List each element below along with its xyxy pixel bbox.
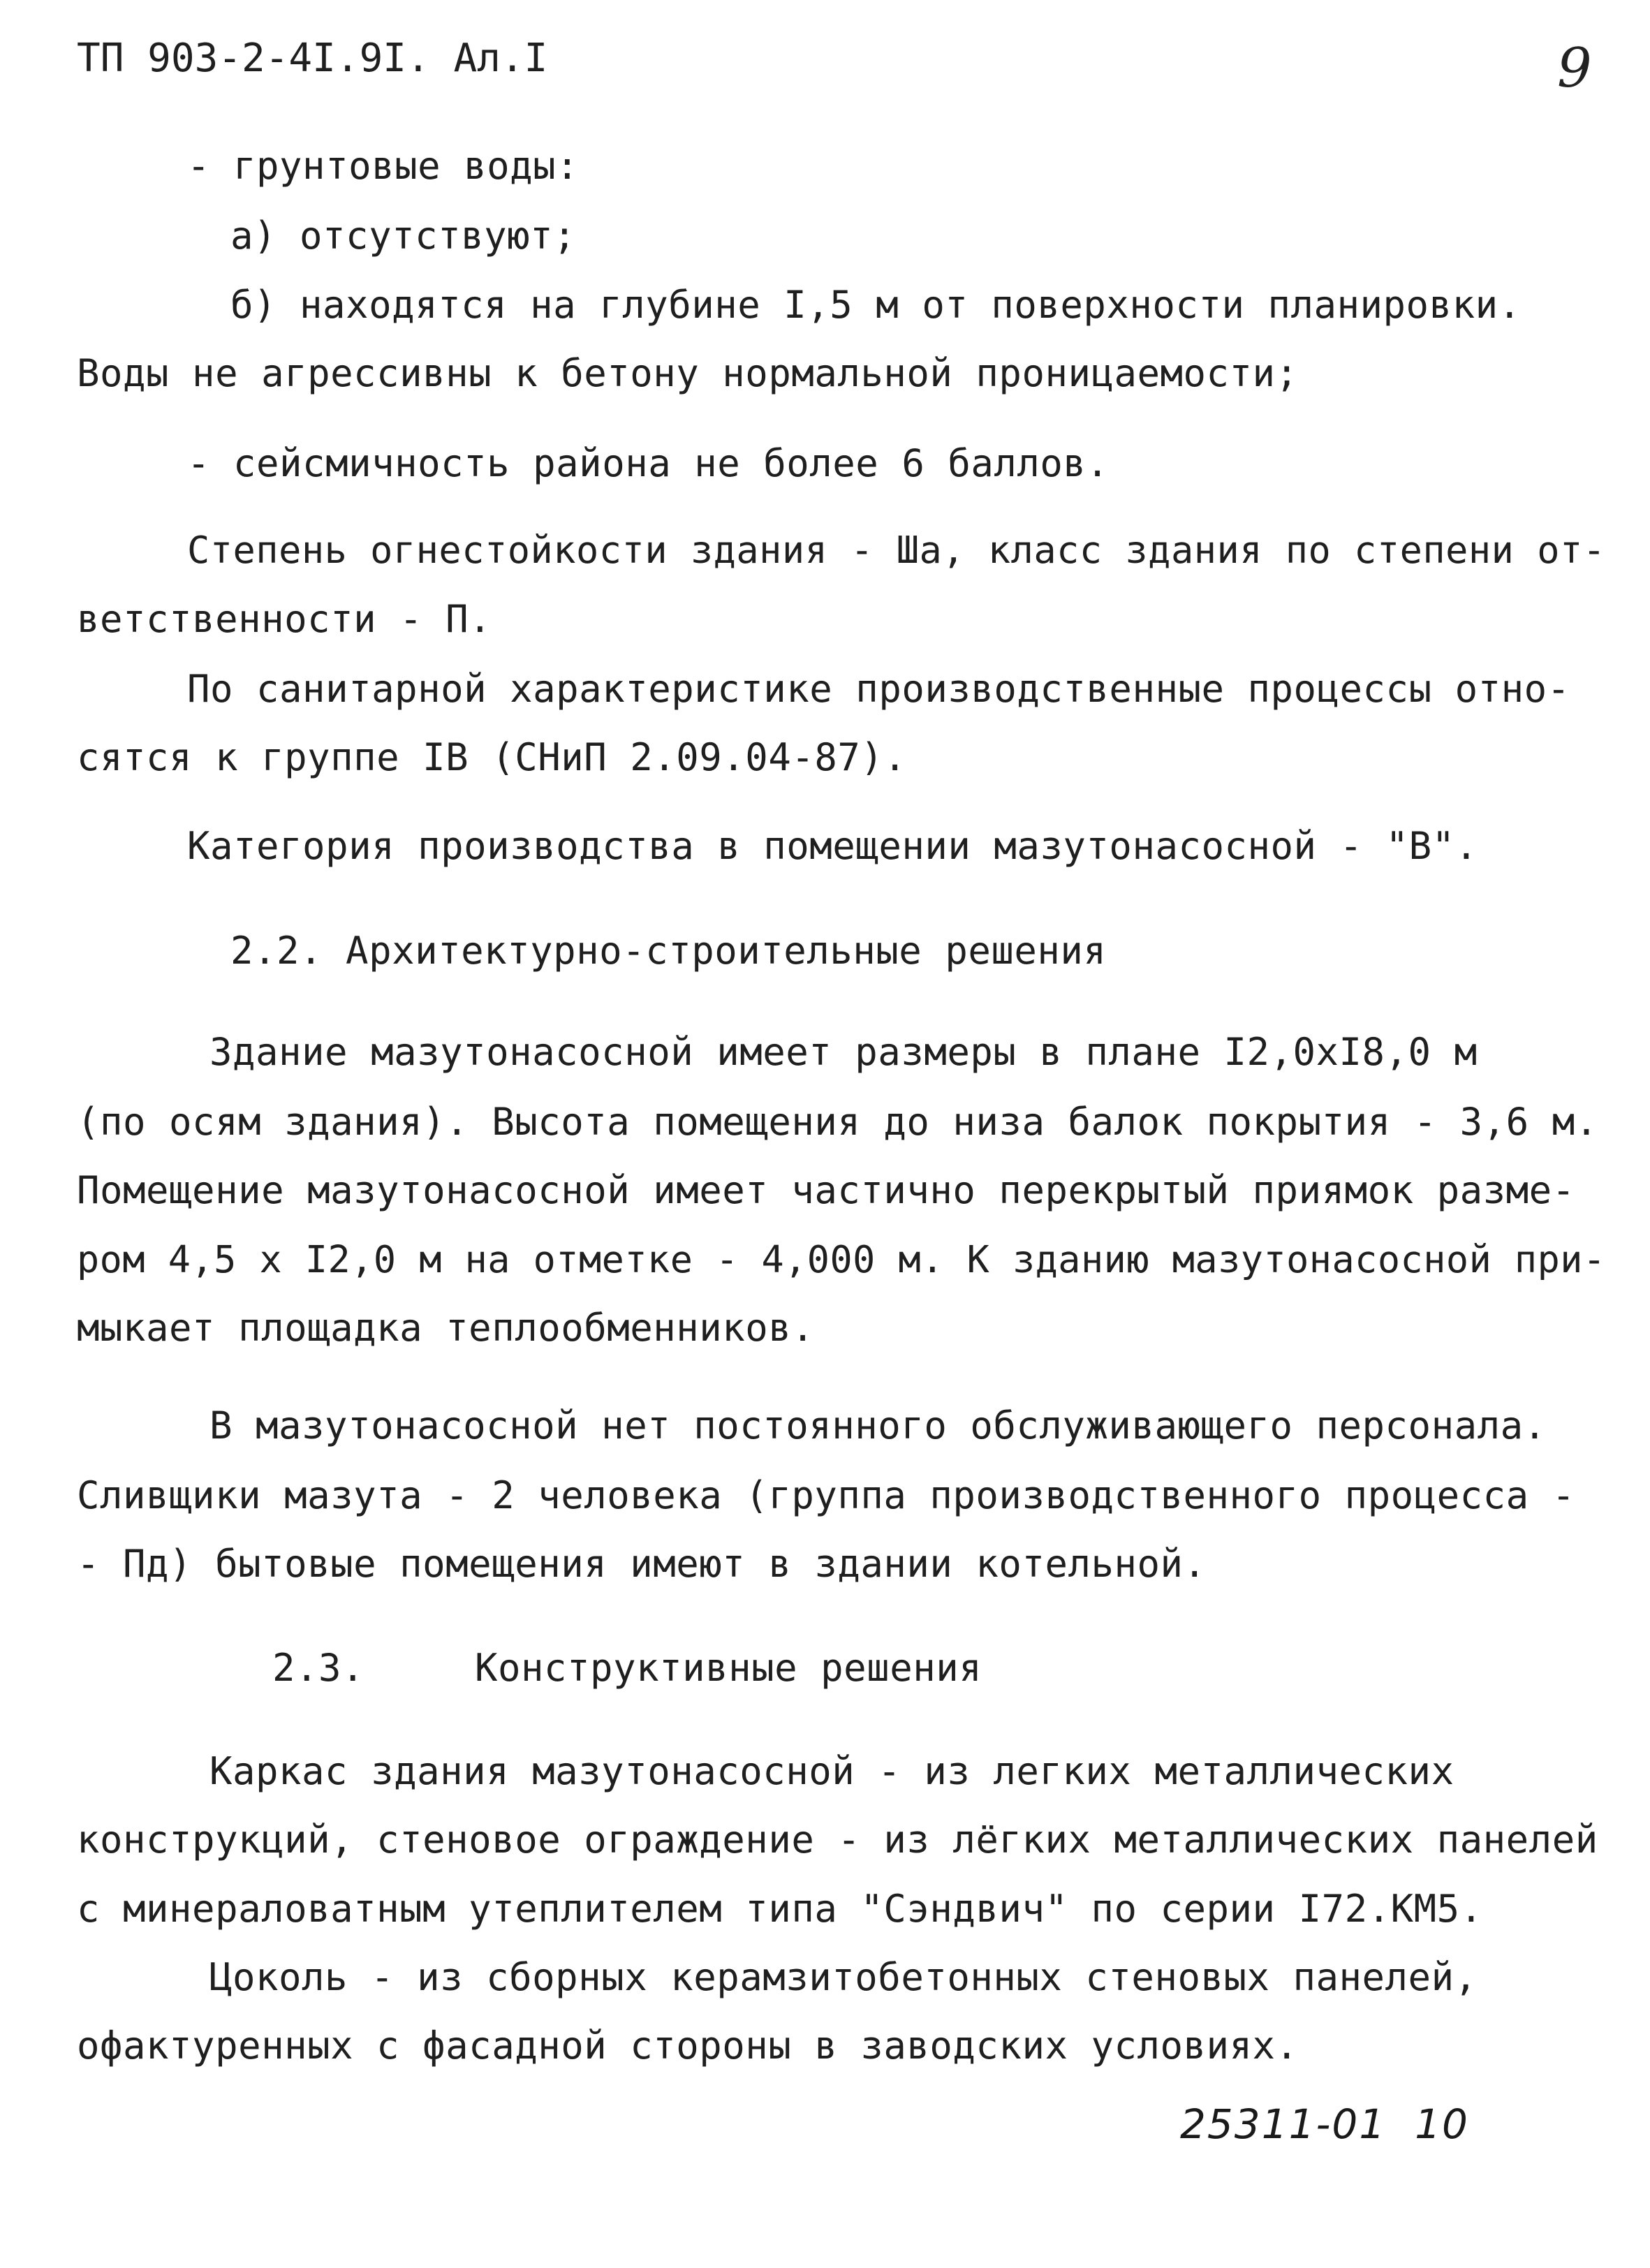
text-line: Здание мазутонасосной имеет размеры в плане I2,0хI8,0 м	[209, 1030, 1478, 1074]
text-line: мыкает площадка теплообменников.	[77, 1306, 815, 1350]
text-line: (по осям здания). Высота помещения до низа балок покрытия - 3,6 м.	[77, 1100, 1598, 1144]
text-line: - Пд) бытовые помещения имеют в здании котельной.	[77, 1542, 1207, 1586]
text-line: с минераловатным утеплителем типа "Сэндвич" по серии I72.КМ5.	[77, 1887, 1483, 1931]
text-line: Воды не агрессивны к бетону нормальной проницаемости;	[77, 351, 1299, 395]
section-number: 2.3.	[272, 1646, 365, 1690]
text-line: б) находятся на глубине I,5 м от поверхности планировки.	[230, 283, 1522, 327]
text-line: - грунтовые воды:	[187, 144, 580, 188]
text-line: конструкций, стеновое ограждение - из лёгких металлических панелей	[77, 1818, 1598, 1862]
page-number: 9	[1557, 37, 1592, 100]
text-line: Помещение мазутонасосной имеет частично перекрытый приямок разме-	[77, 1168, 1575, 1212]
document-code: ТП 903-2-4I.9I. Ал.I	[77, 36, 548, 81]
text-line: Степень огнестойкости здания - Ша, класс здания по степени от-	[187, 528, 1606, 572]
text-line: ром 4,5 х I2,0 м на отметке - 4,000 м. К зданию мазутонасосной при-	[77, 1237, 1606, 1281]
text-line: По санитарной характеристике производственные процессы отно-	[187, 667, 1570, 711]
text-line: сятся к группе IВ (СНиП 2.09.04-87).	[77, 735, 907, 779]
section-heading: Конструктивные решения	[475, 1646, 982, 1690]
text-line: Каркас здания мазутонасосной - из легких металлических	[209, 1749, 1454, 1793]
text-line: В мазутонасосной нет постоянного обслуживающего персонала.	[209, 1404, 1547, 1448]
text-line: Категория производства в помещении мазутонасосной - "В".	[187, 824, 1478, 868]
section-heading: 2.2. Архитектурно-строительные решения	[230, 929, 1107, 973]
text-line: - сейсмичность района не более 6 баллов.	[187, 441, 1110, 485]
text-line: ветственности - П.	[77, 597, 492, 641]
text-line: офактуренных с фасадной стороны в заводских условиях.	[77, 2024, 1299, 2068]
inventory-stamp: 25311-01 10	[1180, 2100, 1469, 2148]
text-line: Сливщики мазута - 2 человека (группа производственного процесса -	[77, 1473, 1575, 1517]
text-line: Цоколь - из сборных керамзитобетонных стеновых панелей,	[209, 1955, 1478, 1999]
text-line: а) отсутствуют;	[230, 214, 577, 258]
